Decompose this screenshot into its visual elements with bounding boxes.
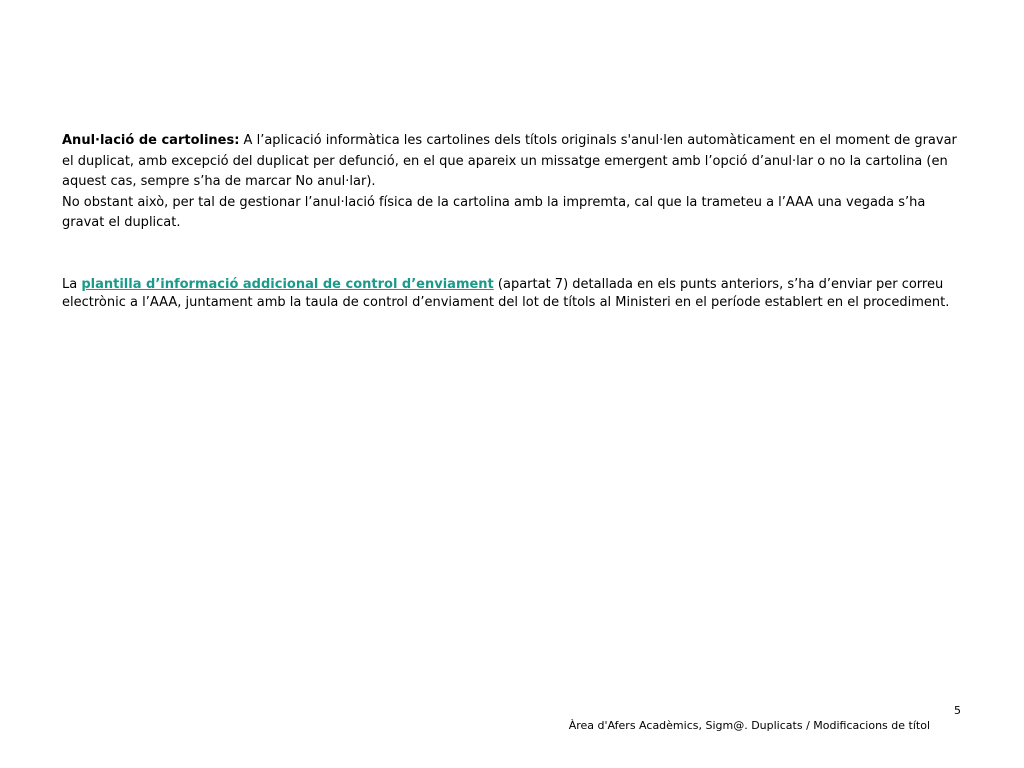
paragraph2-suffix: (apartat 7) detallada en els punts anteriors, s’ha d’enviar per correu electrònic a l’AAA, juntament amb la taula de control d’enviament del lot de títols al Ministeri en el període establert en el procediment. bbox=[62, 277, 950, 310]
paragraph-plantilla bbox=[62, 276, 962, 311]
paragraph2-prefix: La bbox=[62, 277, 82, 292]
paragraph-text: A l’aplicació informàtica les cartolines dels títols originals s'anul·len automàticament en el moment de gravar el duplicat, amb excepció del duplicat per defunció, en el que apareix un missatge emergent amb l’opció d’anul·lar o no la cartolina (en aquest cas, sempre s’ha de marcar No anul·lar). bbox=[62, 133, 957, 189]
plantilla-link[interactable]: plantilla d’informació addicional de control d’enviament bbox=[81, 277, 494, 292]
footer-text: Àrea d'Afers Acadèmics, Sigm@. Duplicats / Modificacions de títol bbox=[568, 719, 930, 732]
paragraph-heading: Anul·lació de cartolines: bbox=[62, 133, 240, 148]
page-number: 5 bbox=[954, 704, 961, 717]
paragraph-anullacio bbox=[62, 131, 962, 234]
paragraph-text-2: No obstant això, per tal de gestionar l’anul·lació física de la cartolina amb la impremta, cal que la trameteu a l’AAA una vegada s’ha gravat el duplicat. bbox=[62, 194, 926, 230]
